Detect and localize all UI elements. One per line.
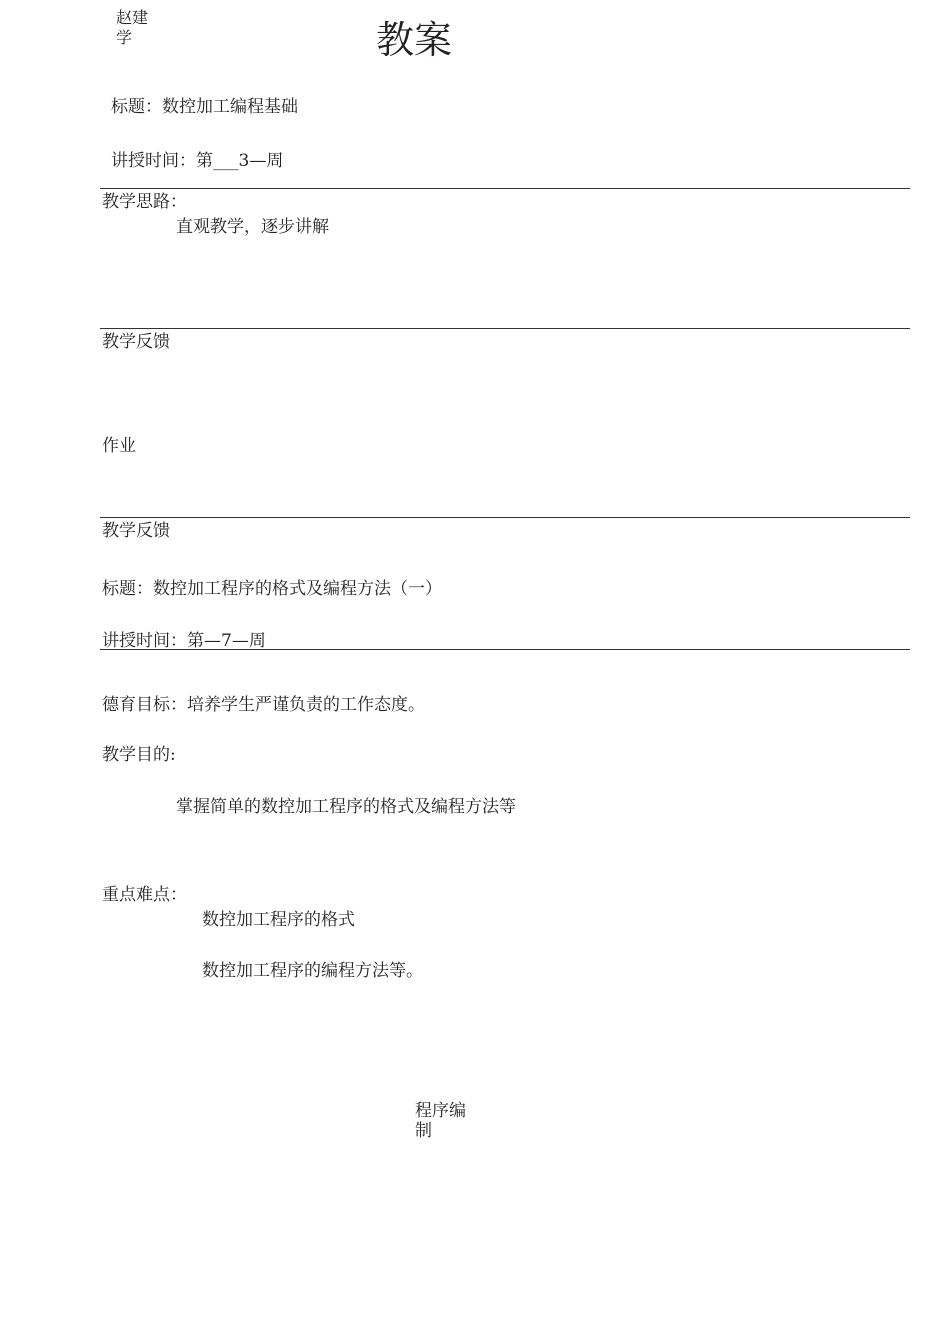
key-points-label: 重点难点： [102, 885, 187, 905]
section-heading: 程序编制 [415, 1101, 466, 1141]
key-point-1: 数控加工程序的格式 [202, 910, 355, 930]
lesson1-topic: 标题：数控加工编程基础 [111, 97, 298, 117]
homework-label: 作业 [102, 436, 136, 456]
divider [100, 517, 910, 518]
feedback-label-2: 教学反馈 [102, 521, 170, 541]
approach-text: 直观教学，逐步讲解 [176, 217, 329, 237]
divider [100, 188, 910, 189]
key-point-2: 数控加工程序的编程方法等。 [202, 961, 423, 981]
objective-label: 教学目的: [102, 745, 176, 765]
feedback-label: 教学反馈 [102, 332, 170, 352]
moral-goal: 德育目标：培养学生严谨负责的工作态度。 [102, 695, 425, 715]
divider [100, 328, 910, 329]
approach-label: 教学思路： [102, 192, 187, 212]
page-title: 教案 [376, 18, 453, 62]
lesson2-topic: 标题：数控加工程序的格式及编程方法（一） [102, 579, 442, 599]
divider [100, 649, 910, 650]
lesson1-time: 讲授时间：第___3—周 [111, 151, 284, 171]
lesson2-time: 讲授时间：第—7—周 [102, 631, 266, 651]
author-name: 赵建学 [116, 8, 149, 47]
objective-text: 掌握简单的数控加工程序的格式及编程方法等 [176, 797, 516, 817]
